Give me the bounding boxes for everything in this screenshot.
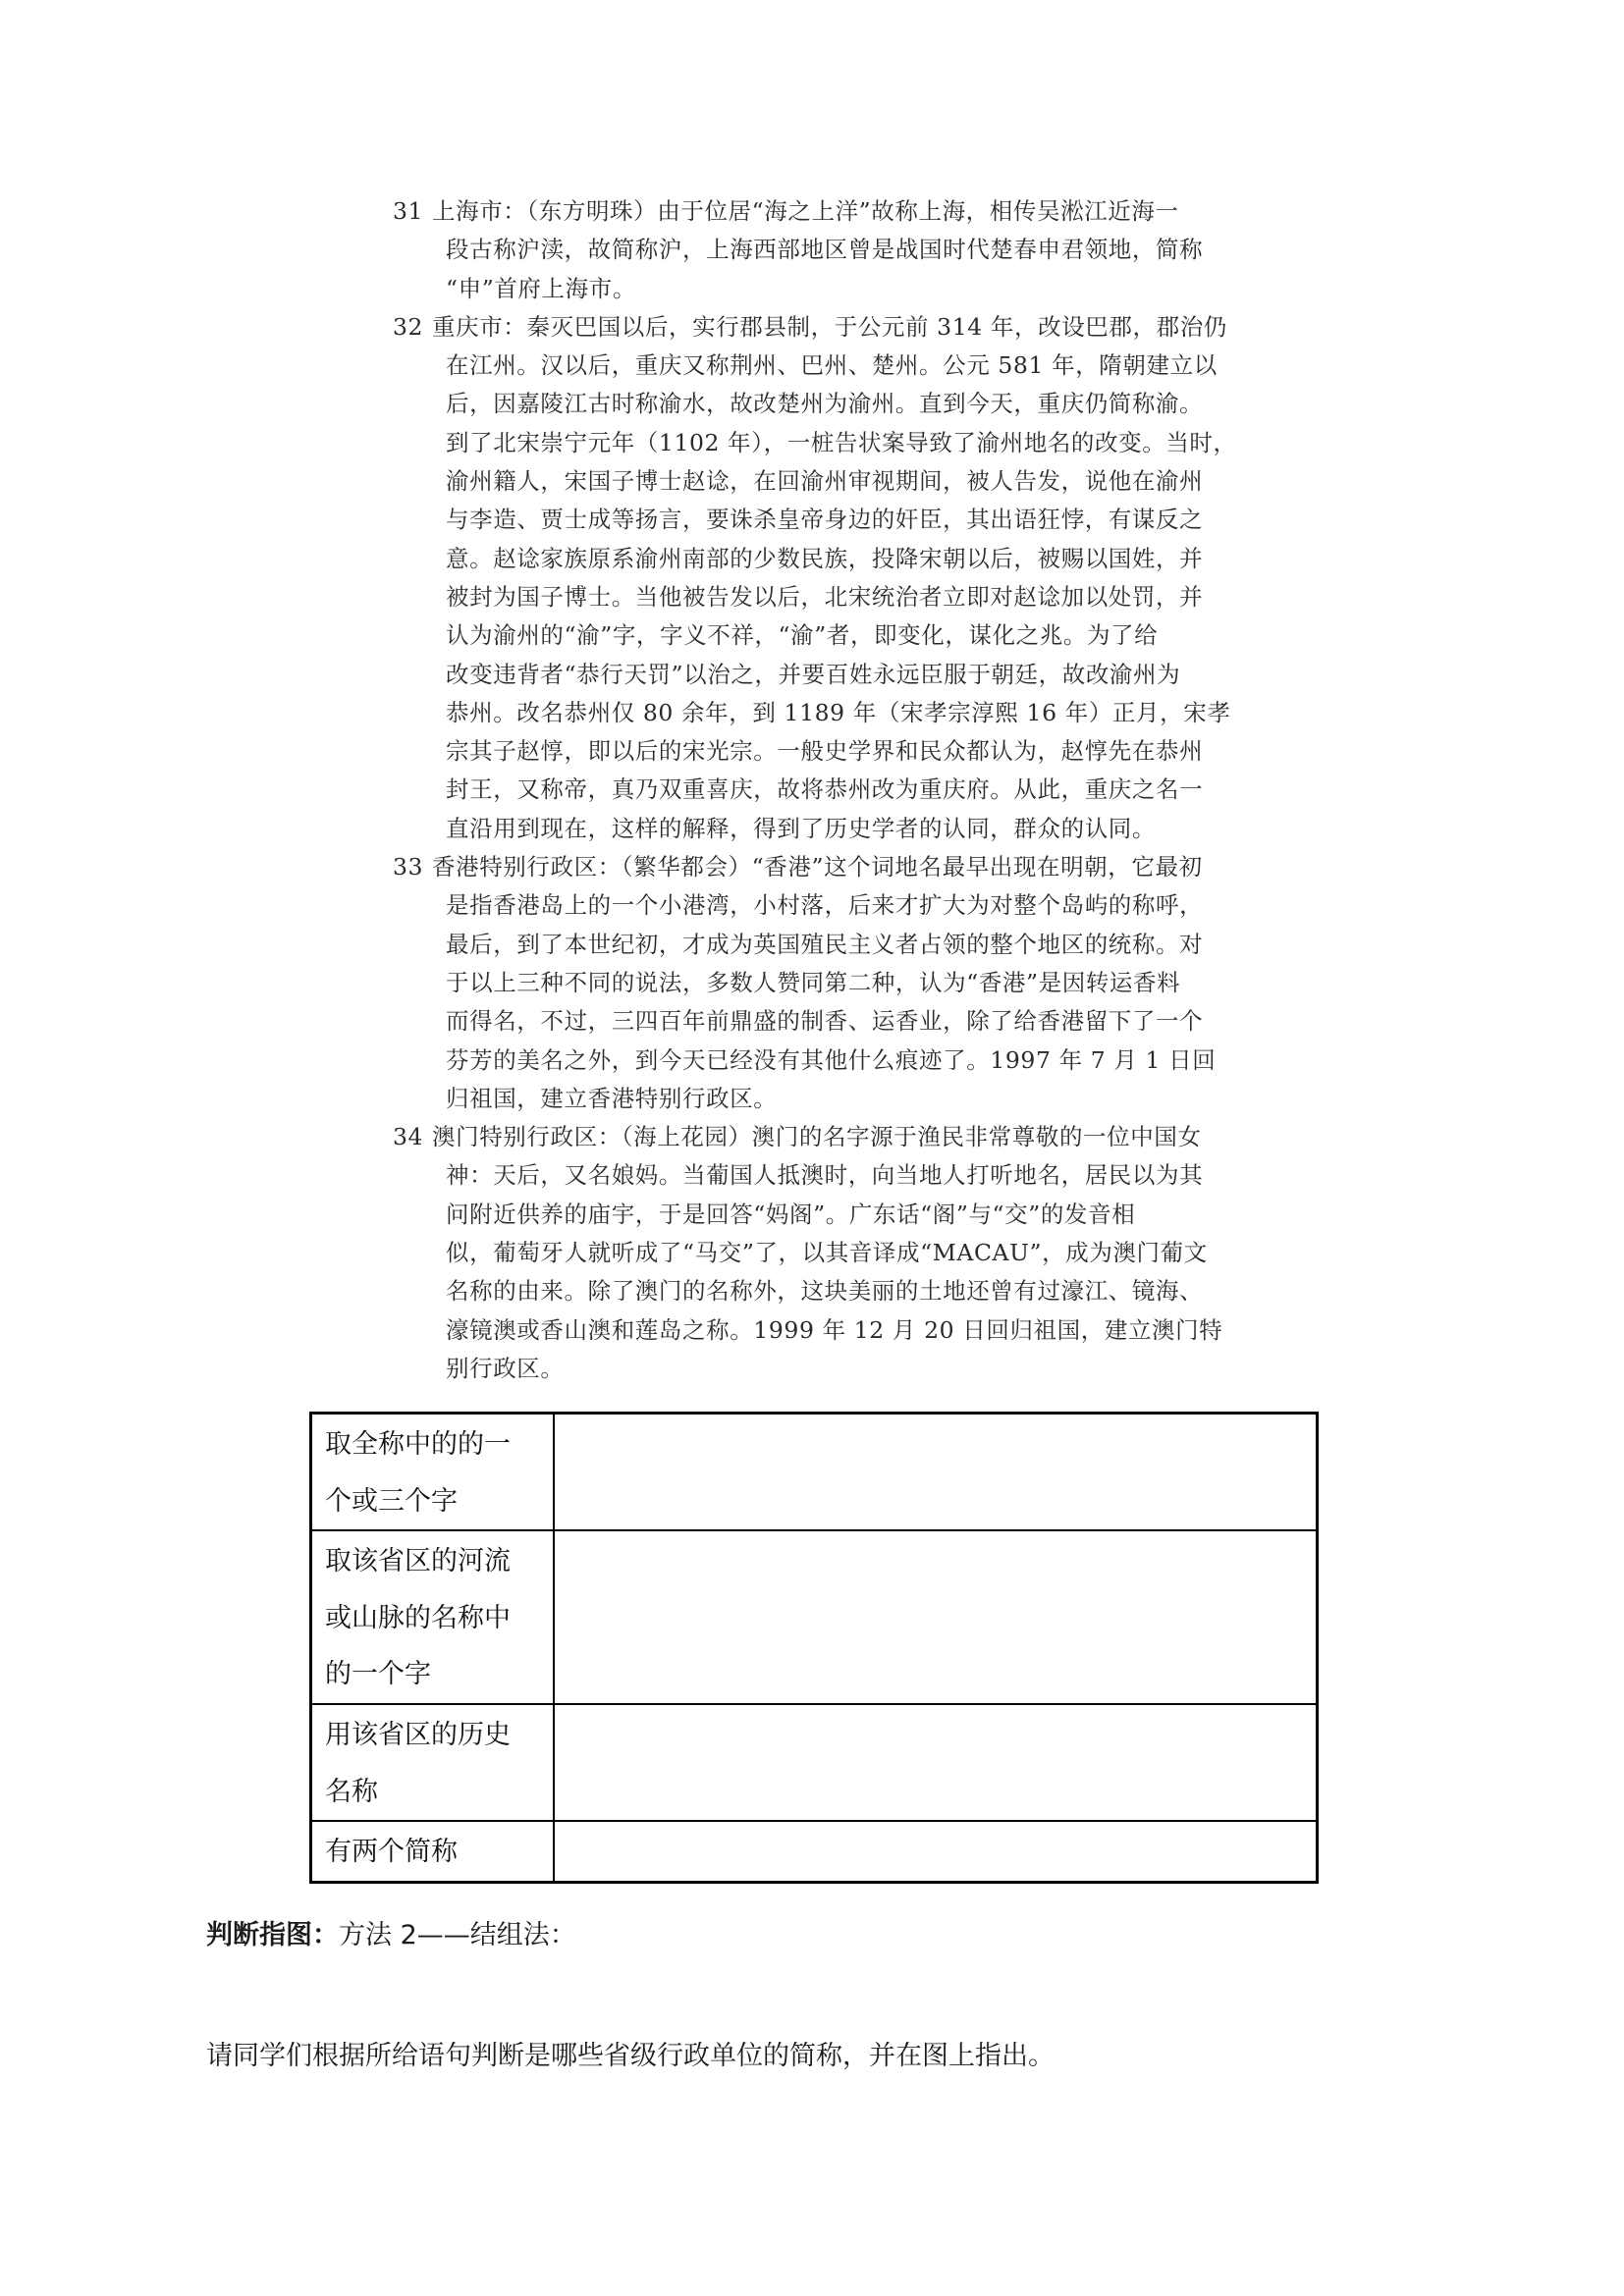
- entry-line: 渝州籍人，宋国子博士赵谂，在回渝州审视期间，被人告发，说他在渝州: [446, 467, 1204, 496]
- entry-hongkong: [393, 848, 1267, 1118]
- method-heading: [206, 1916, 576, 1955]
- method-label: 判断指图：: [206, 1920, 339, 1950]
- instruction-text: 请同学们根据所给语句判断是哪些省级行政单位的简称，并在图上指出。: [206, 2041, 1055, 2071]
- entry-line: 封王，又称帝，真乃双重喜庆，故将恭州改为重庆府。从此，重庆之名一: [446, 775, 1204, 804]
- entry-number: 33: [393, 853, 424, 881]
- entry-line: 被封为国子博士。当他被告发以后，北宋统治者立即对赵谂加以处罚，并: [446, 582, 1204, 611]
- entry-line: 芬芳的美名之外，到今天已经没有其他什么痕迹了。1997 年 7 月 1 日回: [446, 1045, 1217, 1074]
- abbreviation-category-table: [309, 1412, 1319, 1884]
- entry-line: 名称的由来。除了澳门的名称外，这块美丽的土地还曾有过濠江、镜海、: [446, 1277, 1204, 1306]
- entry-shanghai: [393, 192, 1267, 308]
- entry-line: 于以上三种不同的说法，多数人赞同第二种，认为“香港”是因转运香料: [446, 968, 1181, 996]
- entry-macau: [393, 1118, 1267, 1388]
- table-row: [311, 1704, 1318, 1821]
- entry-line: 澳门特别行政区：（海上花园）澳门的名字源于渔民非常尊敬的一位中国女: [432, 1123, 1202, 1151]
- entry-line: 恭州。改名恭州仅 80 余年，到 1189 年（宋孝宗淳熙 16 年）正月，宋孝: [446, 698, 1231, 726]
- entry-line: 段古称沪渎，故简称沪，上海西部地区曾是战国时代楚春申君领地，简称: [446, 236, 1204, 264]
- answer-cell[interactable]: [554, 1414, 1318, 1531]
- entry-line: 问附近供养的庙宇，于是回答“妈阁”。广东话“阁”与“交”的发音相: [446, 1200, 1136, 1228]
- method-text: 方法 2——结组法：: [339, 1920, 576, 1950]
- entry-line: 重庆市：秦灭巴国以后，实行郡县制，于公元前 314 年，改设巴郡，郡治仍: [432, 312, 1227, 341]
- table-row: [311, 1414, 1318, 1531]
- scanned-text-block: [393, 192, 1267, 1388]
- entry-line: 改变违背者“恭行天罚”以治之，并要百姓永远臣服于朝廷，故改渝州为: [446, 660, 1181, 688]
- entry-line: 香港特别行政区：（繁华都会）“香港”这个词地名最早出现在明朝，它最初: [432, 853, 1203, 881]
- entry-line: 是指香港岛上的一个小港湾，小村落，后来才扩大为对整个岛屿的称呼，: [446, 891, 1204, 920]
- entry-line: 直沿用到现在，这样的解释，得到了历史学者的认同，群众的认同。: [446, 814, 1156, 842]
- entry-number: 34: [393, 1123, 424, 1151]
- table-row: [311, 1530, 1318, 1704]
- entry-number: 32: [393, 312, 424, 341]
- answer-cell[interactable]: [554, 1821, 1318, 1882]
- table-row: [311, 1821, 1318, 1882]
- entry-line: 濠镜澳或香山澳和莲岛之称。1999 年 12 月 20 日回归祖国，建立澳门特: [446, 1315, 1223, 1344]
- category-label: 用该省区的历史 名称: [311, 1704, 555, 1821]
- entry-line: “申”首府上海市。: [446, 274, 636, 302]
- category-label: 取全称中的的一 个或三个字: [311, 1414, 555, 1531]
- entry-line: 认为渝州的“渝”字，字义不祥，“渝”者，即变化，谋化之兆。为了给: [446, 621, 1159, 650]
- answer-cell[interactable]: [554, 1704, 1318, 1821]
- entry-line: 神：天后，又名娘妈。当葡国人抵澳时，向当地人打听地名，居民以为其: [446, 1161, 1204, 1190]
- entry-line: 在江州。汉以后，重庆又称荆州、巴州、楚州。公元 581 年，隋朝建立以: [446, 351, 1218, 380]
- entry-line: 似，葡萄牙人就听成了“马交”了，以其音译成“MACAU”，成为澳门葡文: [446, 1239, 1208, 1267]
- entry-line: 与李造、贾士成等扬言，要诛杀皇帝身边的奸臣，其出语狂悖，有谋反之: [446, 506, 1204, 534]
- entry-line: 而得名，不过，三四百年前鼎盛的制香、运香业，除了给香港留下了一个: [446, 1007, 1204, 1036]
- entry-line: 归祖国，建立香港特别行政区。: [446, 1084, 778, 1112]
- entry-number: 31: [393, 197, 424, 225]
- entry-chongqing: [393, 308, 1267, 848]
- entry-line: 后，因嘉陵江古时称渝水，故改楚州为渝州。直到今天，重庆仍简称渝。: [446, 390, 1204, 418]
- category-label: 有两个简称: [311, 1821, 555, 1882]
- category-label: 取该省区的河流 或山脉的名称中 的一个字: [311, 1530, 555, 1704]
- entry-line: 意。赵谂家族原系渝州南部的少数民族，投降宋朝以后，被赐以国姓，并: [446, 544, 1204, 572]
- entry-line: 别行政区。: [446, 1354, 565, 1382]
- entry-line: 宗其子赵惇，即以后的宋光宗。一般史学界和民众都认为，赵惇先在恭州: [446, 737, 1204, 766]
- answer-cell[interactable]: [554, 1530, 1318, 1704]
- entry-line: 最后，到了本世纪初，才成为英国殖民主义者占领的整个地区的统称。对: [446, 930, 1204, 958]
- entry-line: 到了北宋崇宁元年（1102 年），一桩告状案导致了渝州地名的改变。当时，: [446, 428, 1237, 456]
- entry-line: 上海市：（东方明珠）由于位居“海之上洋”故称上海，相传吴淞江近海一: [432, 197, 1179, 225]
